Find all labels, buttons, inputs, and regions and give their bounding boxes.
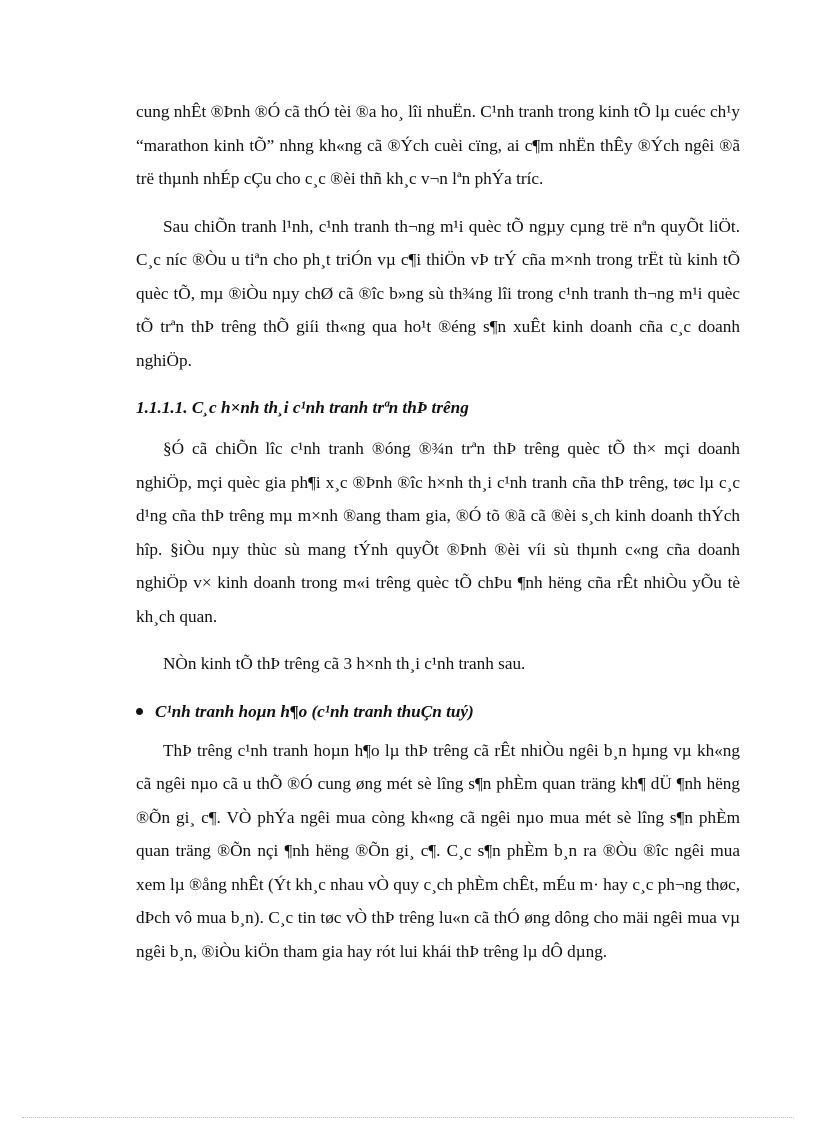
paragraph-4: NÒn kinh tÕ thÞ trêng cã 3 h×nh th¸i c¹nh tranh sau. [163,654,526,673]
paragraph-3: §Ó cã chiÕn lîc c¹nh tranh ®óng ®¾n trªn thÞ trêng quèc tÕ th× mçi doanh nghiÖp, mçi quèc gia ph¶i x¸c ®Þnh ®îc h×nh th¸i c¹nh tranh cña thÞ trêng, tøc lµ c¸c d¹ng cña thÞ trêng mµ m×nh ®ang tham gia, ®Ó tõ ®ã cã ®èi s¸ch kinh doanh thÝch hîp. §iÒu nµy thùc sù mang tÝnh quyÕt ®Þnh ®èi víi sù thµnh c«ng cña doanh nghiÖp v× kinh doanh trong m«i trêng quèc tÕ chÞu ¶nh hëng cña rÊt nhiÒu yÕu tè kh¸ch quan. [136,439,740,626]
paragraph-2: Sau chiÕn tranh l¹nh, c¹nh tranh th¬ng m¹i quèc tÕ ngµy cµng trë nªn quyÕt liÖt. C¸c níc ®Òu u tiªn cho ph¸t triÓn vµ c¶i thiÖn vÞ trÝ cña m×nh trong trËt tù kinh tÕ quèc tÕ, mµ ®iÒu nµy chØ cã ®îc b»ng sù th¾ng lîi trong c¹nh tranh th¬ng m¹i quèc tÕ trªn thÞ trêng thÕ giíi th«ng qua ho¹t ®éng s¶n xuÊt kinh doanh cña c¸c doanh nghiÖp. [136,216,740,370]
text-column [136,95,740,982]
bullet-icon [136,708,143,715]
paragraph-5: ThÞ trêng c¹nh tranh hoµn h¶o lµ thÞ trêng cã rÊt nhiÒu ngêi b¸n hµng vµ kh«ng cã ngêi nµo cã u thÕ ®Ó cung øng mét sè lîng s¶n phÈm quan träng kh¶ dÜ ¶nh hëng ®Õn gi¸ c¶. VÒ phÝa ngêi mua còng kh«ng cã ngêi nµo mua mét sè lîng s¶n phÈm quan träng ®Õn nçi ¶nh hëng ®Õn gi¸ c¶. C¸c s¶n phÈm b¸n ra ®Òu ®îc ngêi mua xem lµ ®ång nhÊt (Ýt kh¸c nhau vÒ quy c¸ch phÈm chÊt, mÉu m· hay c¸c ph¬ng thøc, dÞch vô mua b¸n). C¸c tin tøc vÒ thÞ trêng lu«n cã thÓ øng dông cho mäi ngêi mua vµ ngêi b¸n, ®iÒu kiÖn tham gia hay rót lui khái thÞ trêng lµ dÔ dµng. [136,740,740,961]
bullet-item [136,695,740,728]
section-heading: 1.1.1.1. C¸c h×nh th¸i c¹nh tranh trªn thÞ trêng [136,398,469,417]
footer-divider [22,1117,794,1118]
paragraph-1: cung nhÊt ®Þnh ®Ó cã thÓ tèi ®a ho¸ lîi nhuËn. C¹nh tranh trong kinh tÕ lµ cuéc ch¹y “marathon kinh tÕ” nhng kh«ng cã ®Ých cuèi cïng, ai c¶m nhËn thÊy ®Ých ngêi ®ã trë thµnh nhÉp cÇu cho c¸c ®èi thñ kh¸c v¬n lªn phÝa tríc. [136,102,740,188]
bullet-label: C¹nh tranh hoµn h¶o (c¹nh tranh thuÇn tuý) [155,701,474,721]
